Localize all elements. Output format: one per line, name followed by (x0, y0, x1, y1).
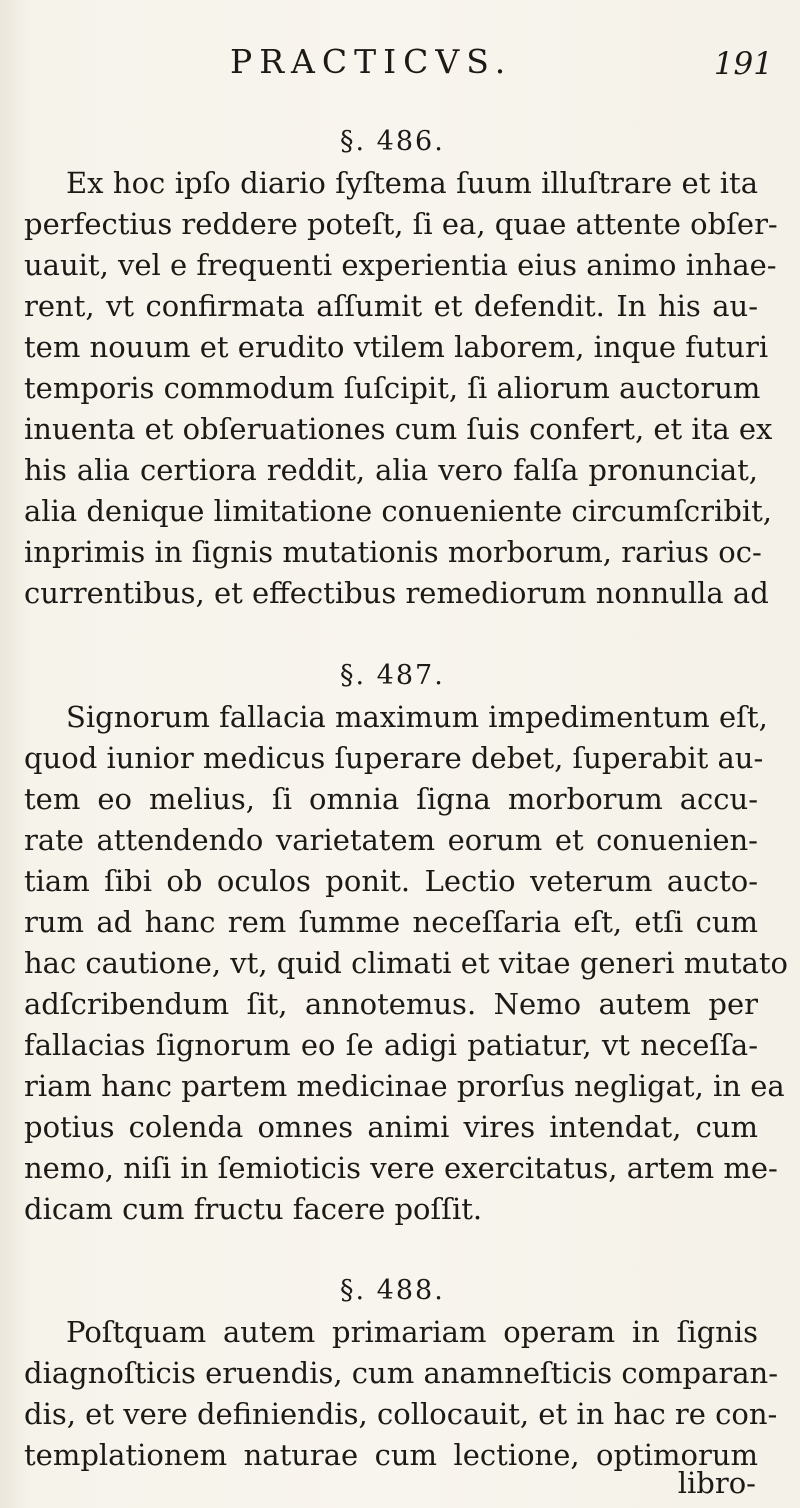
text-line: potius colenda omnes animi vires intendat, cum (24, 1110, 758, 1144)
running-head: PRACTICVS. (230, 42, 513, 81)
section-heading-487: §. 487. (340, 660, 445, 691)
text-line: currentibus, et effectibus remediorum nonnulla ad (24, 576, 769, 610)
text-line: rate attendendo varietatem eorum et conuenien- (24, 823, 758, 857)
text-line: Poſtquam autem primariam operam in ſignis (66, 1315, 758, 1349)
text-line: inprimis in ſignis mutationis morborum, rarius oc- (24, 535, 762, 569)
text-line: hac cautione, vt, quid climati et vitae generi mutato (24, 946, 788, 980)
text-line: tem eo melius, ſi omnia ſigna morborum accu- (24, 782, 758, 816)
text-line: dicam cum fructu facere poſſit. (24, 1192, 483, 1226)
text-line: alia denique limitatione conueniente circumſcribit, (24, 494, 773, 528)
text-line: fallacias ſignorum eo ſe adigi patiatur, vt neceſſa- (24, 1028, 758, 1062)
text-line: inuenta et obſeruationes cum ſuis confert, et ita ex (24, 412, 773, 446)
text-line: rum ad hanc rem ſumme neceſſaria eſt, etſi cum (24, 905, 758, 939)
text-line: tiam ſibi ob oculos ponit. Lectio veterum aucto- (24, 864, 758, 898)
text-line: Ex hoc ipſo diario ſyſtema ſuum illuſtrare et ita (66, 166, 758, 200)
text-line: uauit, vel e frequenti experientia eius animo inhae- (24, 248, 777, 282)
text-line: his alia certiora reddit, alia vero falſa pronunciat, (24, 453, 758, 487)
text-line: diagnoſticis eruendis, cum anamneſticis comparan- (24, 1356, 778, 1390)
text-line: nemo, niſi in ſemioticis vere exercitatus, artem me- (24, 1151, 778, 1185)
text-line: templationem naturae cum lectione, optimorum (24, 1438, 758, 1472)
text-line: perfectius reddere poteſt, ſi ea, quae attente obſer- (24, 207, 778, 241)
text-line: tem nouum et erudito vtilem laborem, inque futuri (24, 330, 769, 364)
text-line: temporis commodum ſuſcipit, ſi aliorum auctorum (24, 371, 761, 405)
text-line: riam hanc partem medicinae prorſus negligat, in ea (24, 1069, 785, 1103)
text-line: rent, vt confirmata aſſumit et defendit. In his au- (24, 289, 758, 323)
text-line: dis, et vere definiendis, collocauit, et in hac re con- (24, 1397, 778, 1431)
section-heading-486: §. 486. (340, 126, 445, 157)
text-line: quod iunior medicus ſuperare debet, ſuperabit au- (24, 741, 764, 775)
page-number: 191 (713, 46, 773, 82)
catchword: libro- (677, 1466, 756, 1500)
text-line: Signorum fallacia maximum impedimentum eſt, (66, 700, 768, 734)
page-header (230, 42, 775, 92)
section-heading-488: §. 488. (340, 1275, 445, 1306)
text-line: adſcribendum ſit, annotemus. Nemo autem per (24, 987, 758, 1021)
